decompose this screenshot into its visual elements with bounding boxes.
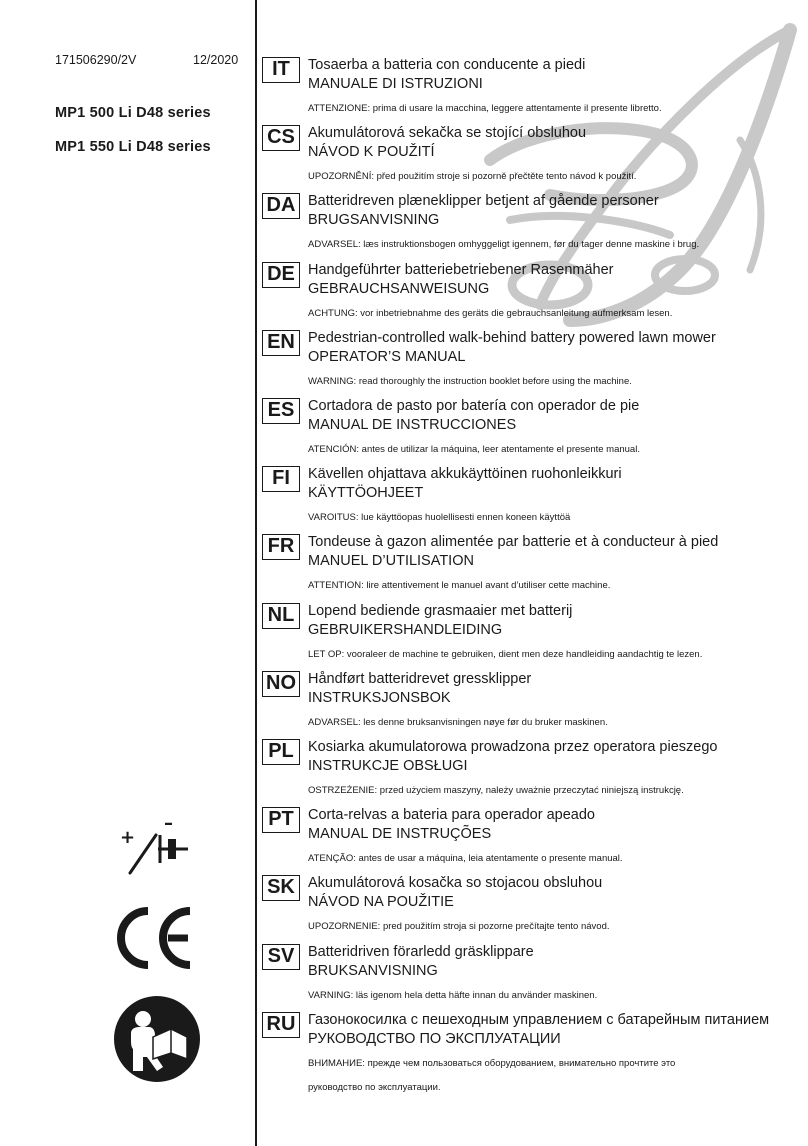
language-block-pt	[262, 807, 792, 873]
language-manual-title: РУКОВОДСТВО ПО ЭКСПЛУАТАЦИИ	[308, 1030, 561, 1047]
language-product-title: Batteridriven förarledd gräsklippare	[308, 943, 534, 960]
language-manual-title: INSTRUKCJE OBSŁUGI	[308, 758, 468, 774]
language-warning: UPOZORNĚNÍ: před použitím stroje si pozorně přečtěte tento návod k použití.	[308, 171, 637, 183]
language-code: PL	[262, 739, 300, 765]
language-manual-title: OPERATOR’S MANUAL	[308, 348, 466, 365]
language-code: NO	[262, 671, 300, 697]
language-product-title: Håndført batteridrevet gressklipper	[308, 670, 532, 687]
language-block-ru	[262, 1011, 792, 1093]
language-block-pl	[262, 739, 792, 805]
document-code: 171506290/2V	[55, 53, 137, 67]
language-code: SK	[262, 875, 300, 901]
language-block-it	[262, 57, 792, 123]
language-warning: LET OP: vooraleer de machine te gebruiken, dient men deze handleiding aandachtig te lezen.	[308, 648, 703, 660]
language-block-es	[262, 398, 792, 464]
battery-minus-sign: –	[164, 815, 173, 834]
language-warning: OSTRZEŻENIE: przed użyciem maszyny, należy uważnie przeczytać niniejszą instrukcję.	[308, 785, 684, 796]
language-warning: ACHTUNG: vor inbetriebnahme des geräts die gebrauchsanleitung aufmerksam lesen.	[308, 307, 673, 319]
language-block-de	[262, 262, 792, 328]
language-manual-title: NÁVOD NA POUŽITIE	[308, 894, 454, 911]
language-code: FI	[262, 466, 300, 492]
language-manual-title: GEBRUIKERSHANDLEIDING	[308, 621, 503, 638]
language-block-da	[262, 193, 792, 259]
language-product-title: Газонокосилка с пешеходным управлением с батарейным питанием	[308, 1011, 770, 1028]
language-code: PT	[262, 807, 300, 833]
language-product-title: Cortadora de pasto por batería con operador de pie	[308, 398, 640, 414]
language-manual-title: MANUAL DE INSTRUÇÕES	[308, 826, 492, 843]
model-name-1: MP1 500 Li D48 series	[55, 105, 211, 121]
ce-mark-icon	[112, 905, 196, 971]
language-warning: VARNING: läs igenom hela detta häfte innan du använder maskinen.	[308, 989, 598, 1001]
language-code: IT	[262, 57, 300, 83]
language-manual-title: MANUAL DE INSTRUCCIONES	[308, 417, 517, 433]
language-product-title: Batteridreven plæneklipper betjent af gående personer	[308, 193, 659, 210]
language-code: ES	[262, 398, 300, 424]
language-block-sk	[262, 875, 792, 941]
language-warning: ВНИМАНИЕ: прежде чем пользоваться оборудованием, внимательно прочтите это	[308, 1057, 676, 1069]
language-warning: ATTENTION: lire attentivement le manuel avant d’utiliser cette machine.	[308, 580, 611, 592]
vertical-divider	[255, 0, 257, 1146]
language-warning: ATENÇÃO: antes de usar a máquina, leia atentamente o presente manual.	[308, 853, 623, 865]
language-warning: ADVARSEL: les denne bruksanvisningen nøye før du bruker maskinen.	[308, 716, 608, 728]
language-warning-continued: руководство по эксплуатации.	[308, 1081, 441, 1093]
language-product-title: Corta-relvas a bateria para operador apeado	[308, 807, 595, 824]
language-manual-title: MANUEL D’UTILISATION	[308, 553, 474, 570]
language-product-title: Akumulátorová sekačka se stojící obsluhou	[308, 125, 587, 142]
language-block-no	[262, 671, 792, 737]
language-block-sv	[262, 944, 792, 1010]
language-manual-title: BRUKSANVISNING	[308, 962, 438, 979]
language-block-en	[262, 330, 792, 396]
language-code: SV	[262, 944, 300, 970]
language-block-nl	[262, 603, 792, 669]
language-warning: ATTENZIONE: prima di usare la macchina, leggere attentamente il presente libretto.	[308, 103, 662, 114]
language-warning: ADVARSEL: læs instruktionsbogen omhyggeligt igennem, før du tager denne maskine i brug.	[308, 239, 700, 251]
language-product-title: Handgeführter batteriebetriebener Rasenmäher	[308, 261, 614, 278]
document-date: 12/2020	[193, 53, 239, 67]
language-warning: WARNING: read thoroughly the instruction booklet before using the machine.	[308, 375, 632, 387]
language-code: EN	[262, 330, 300, 356]
language-manual-title: NÁVOD K POUŽITÍ	[308, 144, 435, 161]
language-warning: VAROITUS: lue käyttöopas huolellisesti ennen koneen käyttöä	[308, 512, 571, 524]
language-block-fi	[262, 466, 792, 532]
language-product-title: Akumulátorová kosačka so stojacou obsluhou	[308, 875, 603, 892]
language-code: DA	[262, 193, 300, 219]
language-code: RU	[262, 1012, 300, 1038]
language-product-title: Kävellen ohjattava akkukäyttöinen ruohonleikkuri	[308, 466, 622, 483]
language-manual-title: INSTRUKSJONSBOK	[308, 689, 451, 706]
battery-polarity-icon	[118, 815, 194, 877]
language-manual-title: GEBRAUCHSANWEISUNG	[308, 280, 490, 297]
language-code: CS	[262, 125, 300, 151]
read-manual-icon	[113, 995, 201, 1083]
language-warning: ATENCIÓN: antes de utilizar la máquina, leer atentamente el presente manual.	[308, 444, 640, 455]
language-block-cs	[262, 125, 792, 191]
language-product-title: Kosiarka akumulatorowa prowadzona przez operatora pieszego	[308, 739, 718, 755]
language-code: FR	[262, 534, 300, 560]
language-warning: UPOZORNENIE: pred použitím stroja si pozorne prečítajte tento návod.	[308, 921, 610, 933]
language-code: DE	[262, 262, 300, 288]
language-manual-title: KÄYTTÖOHJEET	[308, 485, 424, 502]
language-code: NL	[262, 603, 300, 629]
language-product-title: Tondeuse à gazon alimentée par batterie et à conducteur à pied	[308, 534, 719, 551]
language-manual-title: BRUGSANVISNING	[308, 212, 440, 229]
model-name-2: MP1 550 Li D48 series	[55, 139, 211, 155]
language-block-fr	[262, 534, 792, 600]
language-product-title: Pedestrian-controlled walk-behind battery powered lawn mower	[308, 329, 716, 346]
language-manual-title: MANUALE DI ISTRUZIONI	[308, 76, 483, 92]
language-product-title: Tosaerba a batteria con conducente a piedi	[308, 57, 586, 73]
battery-plus-sign: +	[120, 827, 136, 848]
language-product-title: Lopend bediende grasmaaier met batterij	[308, 602, 573, 619]
